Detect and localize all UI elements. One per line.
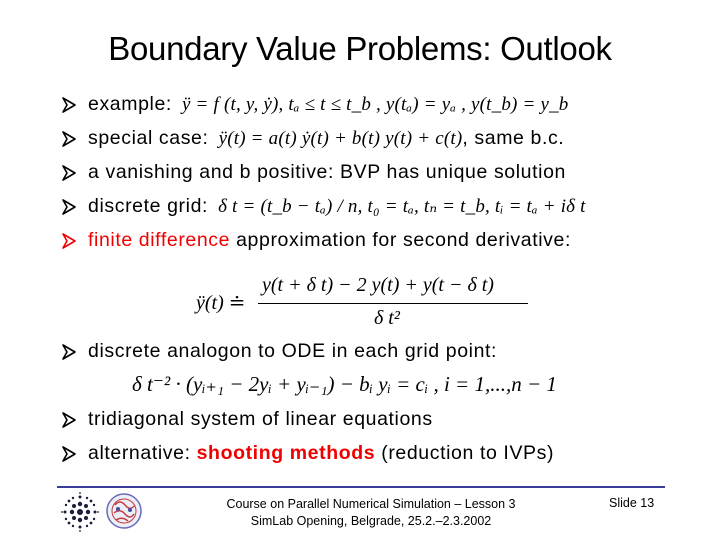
footer-rule	[57, 486, 665, 488]
math-expression: ÿ(t) = a(t) ẏ(t) + b(t) y(t) + c(t)	[218, 128, 463, 149]
math-expression: ÿ = f (t, y, ẏ), tₐ ≤ t ≤ t_b , y(tₐ) = yₐ , y(t_b) = y_b	[181, 94, 569, 115]
bullet-suffix: (reduction to IVPs)	[375, 442, 555, 464]
fraction-bar	[258, 303, 528, 304]
arrow-bullet-icon	[62, 446, 76, 462]
bullet-text: approximation for second derivative:	[230, 229, 571, 251]
footer-event: SimLab Opening, Belgrade, 25.2.–2.3.2002	[250, 514, 492, 528]
arrow-bullet-icon	[62, 233, 76, 249]
math-expression: δ t = (t_b − tₐ) / n, t₀ = tₐ, tₙ = t_b, tᵢ = tₐ + iδ t	[218, 196, 586, 217]
arrow-bullet-icon	[62, 131, 76, 147]
slide-title: Boundary Value Problems: Outlook	[108, 30, 612, 67]
arrow-bullet-icon	[62, 344, 76, 360]
highlight-text: shooting methods	[196, 442, 376, 464]
formula-lhs: ÿ(t) ≐	[196, 292, 246, 314]
bullet-text: discrete grid:	[88, 195, 209, 217]
arrow-bullet-icon	[62, 199, 76, 215]
footer-course: Course on Parallel Numerical Simulation – Lesson 3	[226, 497, 516, 511]
formula-denominator: δ t²	[374, 307, 400, 329]
bullet-text: tridiagonal system of linear equations	[88, 408, 433, 430]
arrow-bullet-icon	[62, 412, 76, 428]
bullet-suffix: , same b.c.	[462, 127, 565, 149]
bullet-text: special case:	[88, 127, 209, 149]
arrow-bullet-icon	[62, 165, 76, 181]
formula-numerator: y(t + δ t) − 2 y(t) + y(t − δ t)	[262, 274, 494, 296]
bullet-text: example:	[88, 93, 172, 115]
bullet-text: a vanishing and b positive: BVP has unique solution	[88, 161, 566, 183]
arrow-bullet-icon	[62, 97, 76, 113]
highlight-text: finite difference	[88, 229, 231, 251]
discrete-formula: δ t⁻² · (yᵢ₊₁ − 2yᵢ + yᵢ₋₁) − bᵢ yᵢ = cᵢ , i = 1,...,n − 1	[132, 372, 557, 396]
bullet-text: discrete analogon to ODE in each grid point:	[88, 340, 498, 362]
bullet-text: alternative:	[88, 442, 197, 464]
slide-number: Slide 13	[609, 496, 655, 510]
